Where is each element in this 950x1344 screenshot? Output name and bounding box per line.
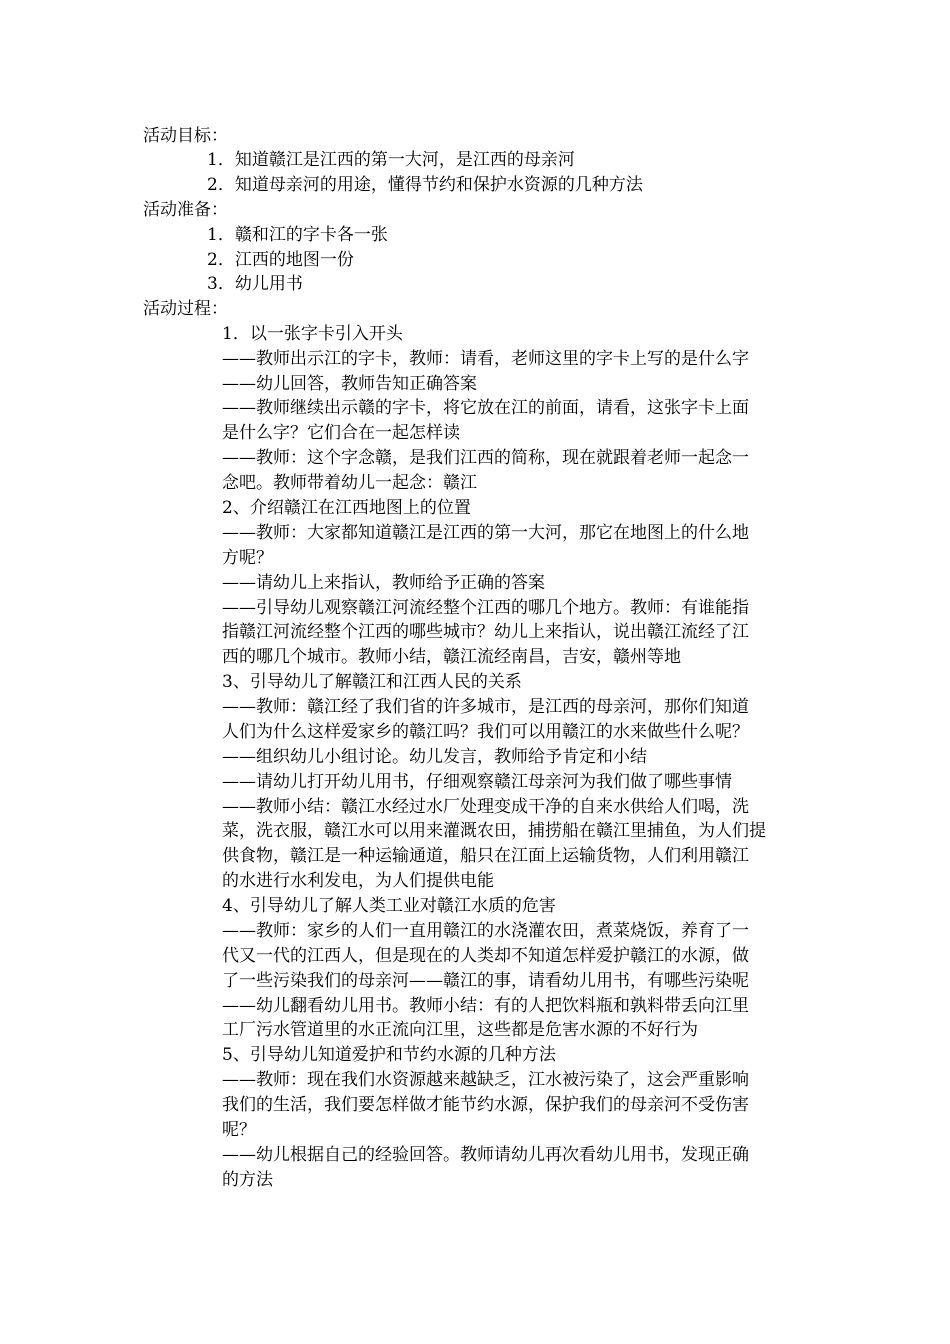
- process-line: ——幼儿翻看幼儿用书。教师小结：有的人把饮料瓶和孰料带丢向江里: [222, 996, 749, 1016]
- process-line: 工厂污水管道里的水正流向江里，这些都是危害水源的不好行为: [222, 1020, 698, 1040]
- process-line: ——教师继续出示赣的字卡，将它放在江的前面，请看，这张字卡上面: [222, 398, 749, 418]
- section-heading-prep: 活动准备：: [143, 200, 228, 220]
- process-line: 5、引导幼儿知道爱护和节约水源的几种方法: [222, 1045, 556, 1065]
- process-line: 1．以一张字卡引入开头: [222, 324, 403, 344]
- prep-item: 2．江西的地图一份: [207, 250, 354, 270]
- process-line: ——教师：赣江经了我们省的许多城市，是江西的母亲河，那你们知道: [222, 697, 749, 717]
- process-line: ——教师：现在我们水资源越来越缺乏，江水被污染了，这会严重影响: [222, 1070, 749, 1090]
- process-line: ——请幼儿打开幼儿用书，仔细观察赣江母亲河为我们做了哪些事情: [222, 772, 732, 792]
- process-line: 西的哪几个城市。教师小结，赣江流经南昌，吉安，赣州等地: [222, 647, 681, 667]
- process-line: 了一些污染我们的母亲河——赣江的事，请看幼儿用书，有哪些污染呢: [222, 971, 749, 991]
- section-heading-process: 活动过程：: [143, 299, 228, 319]
- process-line: ——教师小结：赣江水经过水厂处理变成干净的自来水供给人们喝，洗: [222, 797, 749, 817]
- goal-item: 1．知道赣江是江西的第一大河，是江西的母亲河: [207, 150, 575, 170]
- process-line: ——引导幼儿观察赣江河流经整个江西的哪几个地方。教师：有谁能指: [222, 598, 749, 618]
- process-line: ——教师：大家都知道赣江是江西的第一大河，那它在地图上的什么地: [222, 523, 749, 543]
- process-line: ——幼儿根据自己的经验回答。教师请幼儿再次看幼儿用书，发现正确: [222, 1145, 749, 1165]
- process-line: 菜，洗衣服，赣江水可以用来灌溉农田，捕捞船在赣江里捕鱼，为人们提: [222, 821, 766, 841]
- process-line: ——教师：这个字念赣，是我们江西的简称，现在就跟着老师一起念一: [222, 448, 749, 468]
- process-line: 2、介绍赣江在江西地图上的位置: [222, 498, 471, 518]
- prep-item: 3．幼儿用书: [207, 274, 303, 294]
- process-line: 3、引导幼儿了解赣江和江西人民的关系: [222, 672, 522, 692]
- process-line: 呢？: [222, 1120, 256, 1140]
- process-line: 方呢？: [222, 548, 273, 568]
- section-heading-goals: 活动目标：: [143, 126, 228, 146]
- process-line: ——教师出示江的字卡，教师：请看，老师这里的字卡上写的是什么字: [222, 349, 749, 369]
- process-line: 是什么字？它们合在一起怎样读: [222, 423, 460, 443]
- process-line: 我们的生活，我们要怎样做才能节约水源，保护我们的母亲河不受伤害: [222, 1095, 749, 1115]
- process-line: 4、引导幼儿了解人类工业对赣江水质的危害: [222, 896, 556, 916]
- goal-item: 2．知道母亲河的用途，懂得节约和保护水资源的几种方法: [207, 175, 643, 195]
- process-line: 代又一代的江西人，但是现在的人类却不知道怎样爱护赣江的水源，做: [222, 946, 749, 966]
- process-line: ——请幼儿上来指认，教师给予正确的答案: [222, 573, 545, 593]
- process-line: ——教师：家乡的人们一直用赣江的水浇灌农田，煮菜烧饭，养育了一: [222, 921, 749, 941]
- process-line: 的方法: [222, 1170, 273, 1190]
- process-line: ——幼儿回答，教师告知正确答案: [222, 374, 477, 394]
- process-line: 供食物，赣江是一种运输通道，船只在江面上运输货物，人们利用赣江: [222, 846, 749, 866]
- process-line: 念吧。教师带着幼儿一起念：赣江: [222, 473, 477, 493]
- process-line: ——组织幼儿小组讨论。幼儿发言，教师给予肯定和小结: [222, 747, 647, 767]
- process-line: 人们为什么这样爱家乡的赣江吗？我们可以用赣江的水来做些什么呢？: [222, 722, 749, 742]
- process-line: 的水进行水利发电，为人们提供电能: [222, 871, 494, 891]
- process-line: 指赣江河流经整个江西的哪些城市？幼儿上来指认，说出赣江流经了江: [222, 622, 749, 642]
- prep-item: 1．赣和江的字卡各一张: [207, 225, 388, 245]
